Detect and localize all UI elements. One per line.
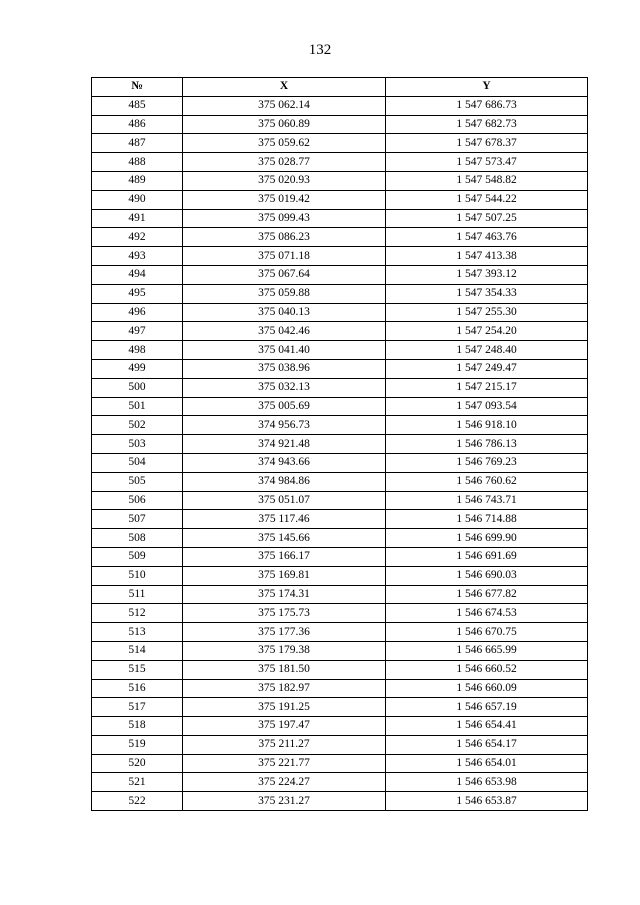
table-row <box>92 717 588 736</box>
cell-y: 1 547 393.12 <box>386 265 588 284</box>
cell-number: 511 <box>92 585 183 604</box>
header-x: X <box>183 78 386 97</box>
cell-y: 1 547 507.25 <box>386 209 588 228</box>
cell-y: 1 547 249.47 <box>386 359 588 378</box>
table-row <box>92 585 588 604</box>
cell-x: 375 019.42 <box>183 190 386 209</box>
cell-number: 515 <box>92 660 183 679</box>
cell-number: 499 <box>92 359 183 378</box>
cell-x: 374 956.73 <box>183 416 386 435</box>
cell-x: 375 197.47 <box>183 717 386 736</box>
cell-y: 1 547 682.73 <box>386 115 588 134</box>
table-row <box>92 792 588 811</box>
cell-y: 1 546 665.99 <box>386 641 588 660</box>
table-row <box>92 735 588 754</box>
cell-y: 1 547 573.47 <box>386 153 588 172</box>
cell-x: 375 179.38 <box>183 641 386 660</box>
cell-number: 486 <box>92 115 183 134</box>
cell-x: 375 177.36 <box>183 623 386 642</box>
cell-number: 491 <box>92 209 183 228</box>
cell-number: 506 <box>92 491 183 510</box>
table-row <box>92 416 588 435</box>
cell-y: 1 547 215.17 <box>386 378 588 397</box>
cell-y: 1 546 674.53 <box>386 604 588 623</box>
cell-number: 503 <box>92 435 183 454</box>
table-row <box>92 453 588 472</box>
table-row <box>92 754 588 773</box>
cell-x: 375 169.81 <box>183 566 386 585</box>
cell-x: 375 086.23 <box>183 228 386 247</box>
cell-number: 485 <box>92 96 183 115</box>
table-row <box>92 698 588 717</box>
cell-number: 500 <box>92 378 183 397</box>
header-y: Y <box>386 78 588 97</box>
header-row <box>92 78 588 97</box>
cell-number: 501 <box>92 397 183 416</box>
cell-y: 1 546 654.17 <box>386 735 588 754</box>
cell-x: 375 060.89 <box>183 115 386 134</box>
cell-y: 1 546 653.98 <box>386 773 588 792</box>
cell-y: 1 546 660.09 <box>386 679 588 698</box>
cell-x: 375 145.66 <box>183 529 386 548</box>
cell-x: 375 041.40 <box>183 341 386 360</box>
table-row <box>92 247 588 266</box>
cell-y: 1 546 670.75 <box>386 623 588 642</box>
cell-y: 1 547 544.22 <box>386 190 588 209</box>
cell-y: 1 546 786.13 <box>386 435 588 454</box>
table-row <box>92 660 588 679</box>
table-row <box>92 153 588 172</box>
cell-number: 521 <box>92 773 183 792</box>
table-row <box>92 341 588 360</box>
cell-number: 508 <box>92 529 183 548</box>
cell-x: 375 028.77 <box>183 153 386 172</box>
cell-x: 374 921.48 <box>183 435 386 454</box>
table-header <box>92 78 588 97</box>
cell-y: 1 547 413.38 <box>386 247 588 266</box>
table-row <box>92 641 588 660</box>
cell-x: 375 032.13 <box>183 378 386 397</box>
cell-number: 505 <box>92 472 183 491</box>
cell-number: 513 <box>92 623 183 642</box>
cell-number: 512 <box>92 604 183 623</box>
cell-number: 489 <box>92 171 183 190</box>
cell-number: 496 <box>92 303 183 322</box>
cell-y: 1 546 743.71 <box>386 491 588 510</box>
cell-number: 497 <box>92 322 183 341</box>
cell-y: 1 546 677.82 <box>386 585 588 604</box>
cell-number: 488 <box>92 153 183 172</box>
cell-y: 1 547 678.37 <box>386 134 588 153</box>
table-row <box>92 378 588 397</box>
cell-number: 520 <box>92 754 183 773</box>
table-row <box>92 209 588 228</box>
table-row <box>92 322 588 341</box>
cell-x: 375 040.13 <box>183 303 386 322</box>
cell-x: 374 984.86 <box>183 472 386 491</box>
coordinates-table <box>91 77 588 811</box>
table-row <box>92 566 588 585</box>
table-row <box>92 134 588 153</box>
table-row <box>92 491 588 510</box>
table-row <box>92 190 588 209</box>
cell-y: 1 546 654.01 <box>386 754 588 773</box>
cell-number: 507 <box>92 510 183 529</box>
cell-x: 375 182.97 <box>183 679 386 698</box>
cell-x: 375 166.17 <box>183 547 386 566</box>
header-number: № <box>92 78 183 97</box>
table-row <box>92 265 588 284</box>
page-number: 132 <box>308 42 332 58</box>
table-row <box>92 604 588 623</box>
cell-x: 375 071.18 <box>183 247 386 266</box>
cell-number: 495 <box>92 284 183 303</box>
cell-x: 375 059.62 <box>183 134 386 153</box>
table-row <box>92 397 588 416</box>
cell-y: 1 546 769.23 <box>386 453 588 472</box>
cell-y: 1 546 714.88 <box>386 510 588 529</box>
cell-x: 375 099.43 <box>183 209 386 228</box>
cell-y: 1 546 660.52 <box>386 660 588 679</box>
cell-y: 1 546 653.87 <box>386 792 588 811</box>
cell-y: 1 546 691.69 <box>386 547 588 566</box>
cell-number: 514 <box>92 641 183 660</box>
cell-number: 518 <box>92 717 183 736</box>
cell-number: 519 <box>92 735 183 754</box>
cell-x: 375 231.27 <box>183 792 386 811</box>
cell-y: 1 547 686.73 <box>386 96 588 115</box>
table-row <box>92 679 588 698</box>
cell-number: 522 <box>92 792 183 811</box>
cell-x: 375 020.93 <box>183 171 386 190</box>
cell-y: 1 547 463.76 <box>386 228 588 247</box>
table-body <box>92 96 588 810</box>
table-row <box>92 435 588 454</box>
table-row <box>92 284 588 303</box>
cell-number: 510 <box>92 566 183 585</box>
cell-x: 375 175.73 <box>183 604 386 623</box>
cell-x: 375 117.46 <box>183 510 386 529</box>
table-row <box>92 529 588 548</box>
cell-x: 375 062.14 <box>183 96 386 115</box>
cell-number: 492 <box>92 228 183 247</box>
cell-y: 1 547 255.30 <box>386 303 588 322</box>
cell-number: 504 <box>92 453 183 472</box>
table-row <box>92 303 588 322</box>
cell-y: 1 546 654.41 <box>386 717 588 736</box>
cell-number: 487 <box>92 134 183 153</box>
table-row <box>92 96 588 115</box>
table-row <box>92 228 588 247</box>
cell-x: 375 067.64 <box>183 265 386 284</box>
cell-y: 1 547 248.40 <box>386 341 588 360</box>
cell-number: 502 <box>92 416 183 435</box>
cell-y: 1 547 254.20 <box>386 322 588 341</box>
cell-x: 374 943.66 <box>183 453 386 472</box>
cell-y: 1 546 657.19 <box>386 698 588 717</box>
table-row <box>92 547 588 566</box>
table-row <box>92 115 588 134</box>
cell-number: 509 <box>92 547 183 566</box>
cell-x: 375 224.27 <box>183 773 386 792</box>
cell-number: 493 <box>92 247 183 266</box>
table-row <box>92 472 588 491</box>
cell-x: 375 005.69 <box>183 397 386 416</box>
cell-y: 1 547 354.33 <box>386 284 588 303</box>
cell-y: 1 546 760.62 <box>386 472 588 491</box>
table-row <box>92 773 588 792</box>
cell-y: 1 546 690.03 <box>386 566 588 585</box>
cell-x: 375 051.07 <box>183 491 386 510</box>
cell-y: 1 547 548.82 <box>386 171 588 190</box>
table-row <box>92 623 588 642</box>
cell-x: 375 191.25 <box>183 698 386 717</box>
table-row <box>92 359 588 378</box>
table-row <box>92 171 588 190</box>
cell-y: 1 546 918.10 <box>386 416 588 435</box>
cell-x: 375 181.50 <box>183 660 386 679</box>
cell-number: 517 <box>92 698 183 717</box>
cell-x: 375 174.31 <box>183 585 386 604</box>
cell-number: 490 <box>92 190 183 209</box>
cell-x: 375 221.77 <box>183 754 386 773</box>
table-row <box>92 510 588 529</box>
cell-number: 516 <box>92 679 183 698</box>
cell-y: 1 546 699.90 <box>386 529 588 548</box>
cell-number: 494 <box>92 265 183 284</box>
cell-number: 498 <box>92 341 183 360</box>
cell-y: 1 547 093.54 <box>386 397 588 416</box>
cell-x: 375 042.46 <box>183 322 386 341</box>
cell-x: 375 059.88 <box>183 284 386 303</box>
cell-x: 375 211.27 <box>183 735 386 754</box>
cell-x: 375 038.96 <box>183 359 386 378</box>
